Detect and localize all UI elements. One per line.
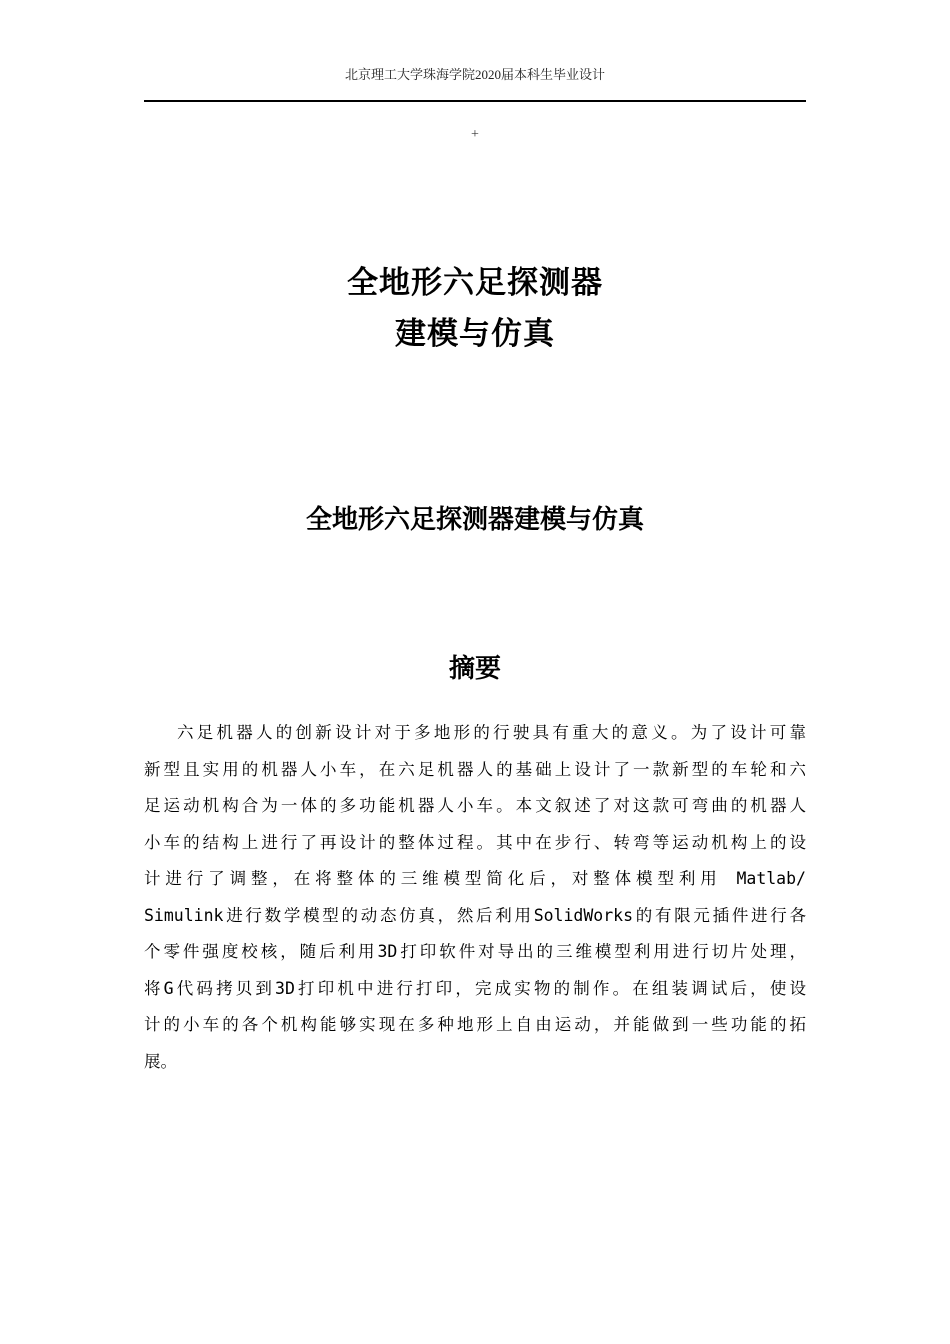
abstract-line: 足运动机构合为一体的多功能机器人小车。本文叙述了对这款可弯曲的机器人 bbox=[144, 796, 806, 815]
cover-title-line-1: 全地形六足探测器 bbox=[347, 265, 603, 301]
abstract-body bbox=[144, 715, 806, 1080]
abstract-line: 新型且实用的机器人小车，在六足机器人的基础上设计了一款新型的车轮和六 bbox=[144, 759, 806, 779]
thesis-title: 全地形六足探测器建模与仿真 bbox=[305, 505, 644, 535]
abstract-line: 六足机器人的创新设计对于多地形的行驶具有重大的意义。为了设计可靠 bbox=[177, 723, 806, 742]
abstract-line: 个零件强度校核，随后利用3D打印软件对导出的三维模型利用进行切片处理， bbox=[144, 942, 806, 961]
section-mark: + bbox=[471, 127, 479, 142]
header-divider bbox=[144, 100, 806, 102]
cover-title-line-2: 建模与仿真 bbox=[395, 316, 555, 352]
abstract-line: 小车的结构上进行了再设计的整体过程。其中在步行、转弯等运动机构上的设 bbox=[144, 832, 806, 852]
abstract-line: 展。 bbox=[144, 1051, 177, 1071]
abstract-line: 将G代码拷贝到3D打印机中进行打印，完成实物的制作。在组装调试后，使设 bbox=[144, 978, 806, 998]
abstract-line: 计进行了调整，在将整体的三维模型简化后，对整体模型利用 Matlab/ bbox=[144, 869, 806, 888]
running-header: 北京理工大学珠海学院2020届本科生毕业设计 bbox=[344, 67, 605, 82]
abstract-heading: 摘要 bbox=[448, 654, 501, 684]
abstract-line: Simulink进行数学模型的动态仿真，然后利用SolidWorks的有限元插件进行各 bbox=[144, 905, 806, 925]
abstract-line: 计的小车的各个机构能够实现在多种地形上自由运动，并能做到一些功能的拓 bbox=[144, 1015, 806, 1034]
